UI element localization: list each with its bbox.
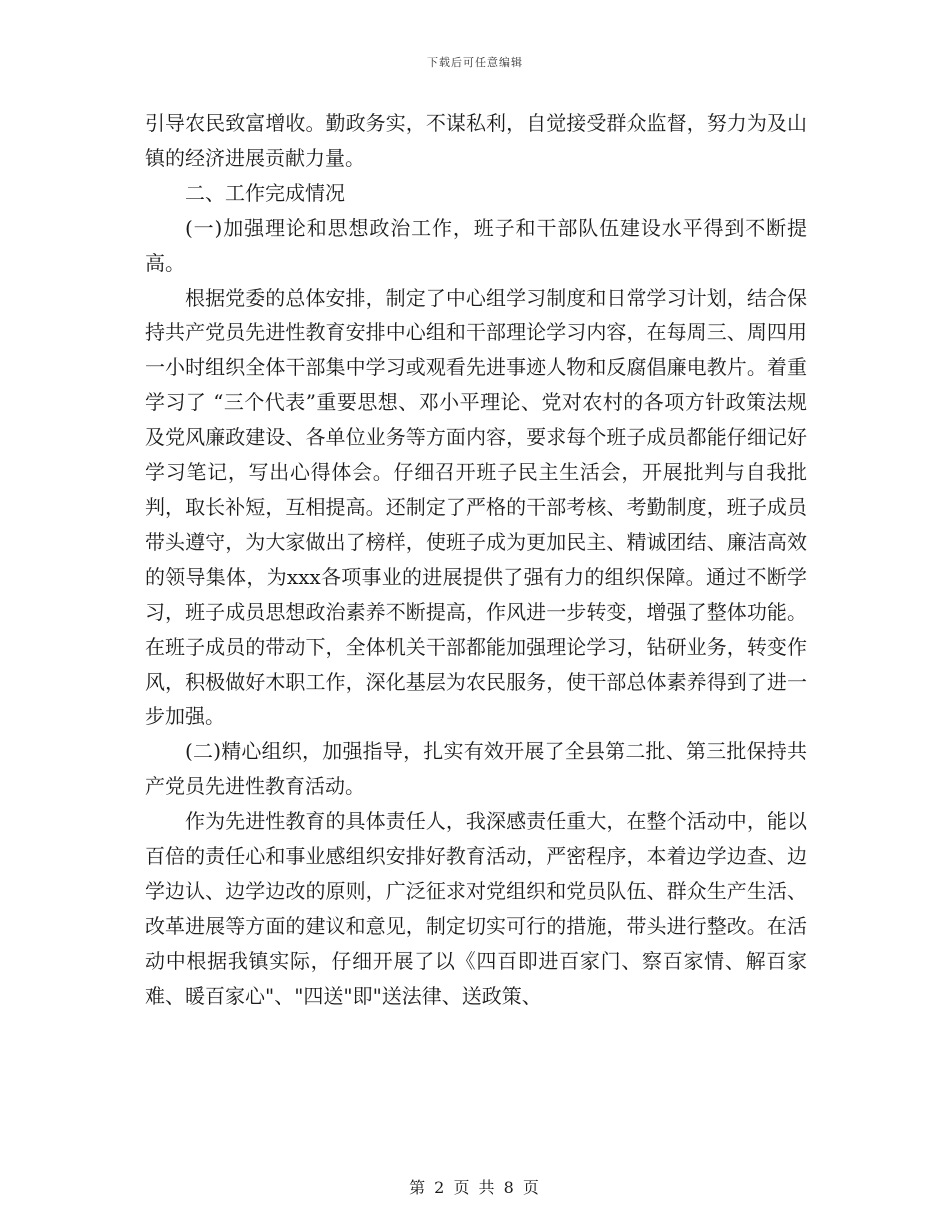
paragraph-3: 作为先进性教育的具体责任人，我深感责任重大，在整个活动中，能以百倍的责任心和事业感组织安排好教育活动，严密程序，本着边学边查、边学边认、边学边改的原则，广泛征求对党组织和党员队伍、群众生产生活、改革进展等方面的建议和意见，制定切实可行的措施，带头进行整改。在活动中根据我镇实际，仔细开展了以《四百即进百家门、察百家情、解百家难、暖百家心"、"四送"即"送法律、送政策、 (145, 809, 807, 1008)
subsection-heading-1: (一)加强理论和思想政治工作，班子和干部队伍建设水平得到不断提高。 (145, 215, 807, 275)
page-footer: 第 2 页 共 8 页 (409, 1178, 541, 1197)
section-heading: 二、工作完成情况 (185, 180, 345, 205)
page-header: 下载后可任意编辑 (427, 56, 523, 69)
paragraph-2: 根据党委的总体安排，制定了中心组学习制度和日常学习计划，结合保持共产党员先进性教育安排中心组和干部理论学习内容，在每周三、周四用一小时组织全体干部集中学习或观看先进事迹人物和反腐倡廉电教片。着重学习了 “三个代表”重要思想、邓小平理论、党对农村的各项方针政策法规及党风廉政建设、各单位业务等方面内容，要求每个班子成员都能仔细记好学习笔记，写出心得体会。仔细召开班子民主生活会，开展批判与自我批判，取长补短，互相提高。还制定了严格的干部考核、考勤制度，班子成员带头遵守，为大家做出了榜样，使班子成为更加民主、精诚团结、廉洁高效的领导集体，为xxx各项事业的进展提供了强有力的组织保障。通过不断学习，班子成员思想政治素养不断提高，作风进一步转变，增强了整体功能。在班子成员的带动下，全体机关干部都能加强理论学习，钻研业务，转变作风，积极做好木职工作，深化基层为农民服务，使干部总体素养得到了进一步加强。 (145, 285, 807, 729)
subsection-heading-2: (二)精心组织，加强指导，扎实有效开展了全县第二批、第三批保持共产党员先进性教育活动。 (145, 739, 807, 799)
document-body (145, 106, 807, 1014)
paragraph-1: 引导农民致富增收。勤政务实，不谋私利，自觉接受群众监督，努力为及山镇的经济进展贡献力量。 (145, 111, 807, 170)
